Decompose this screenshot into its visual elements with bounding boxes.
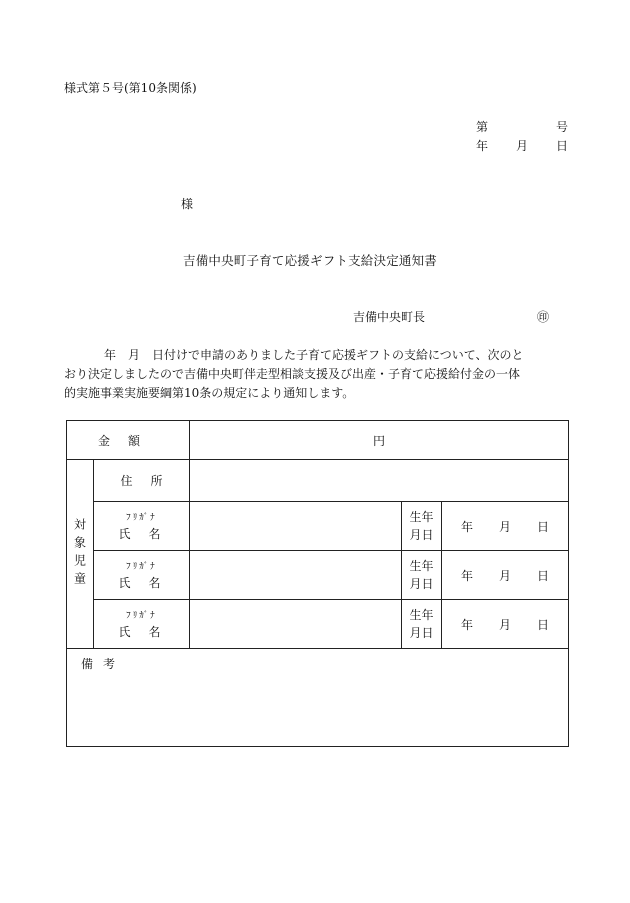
name-value-cell[interactable] [190,551,402,600]
birth-label-line1: 生年 [409,510,434,524]
document-title: 吉備中央町子育て応援ギフト支給決定通知書 [183,253,438,268]
address-label-cell [94,460,190,502]
birth-label-line1: 生年 [409,559,434,573]
birth-label-line1: 生年 [409,608,434,622]
birth-date-cell[interactable] [442,551,569,600]
birth-year: 年 [461,617,474,632]
birth-date-cell[interactable] [442,600,569,649]
furigana-label: ﾌﾘｶﾞﾅ [126,512,157,523]
target-child-label-cell [67,460,94,649]
name-label-cell [94,600,190,649]
birth-label-cell [402,551,442,600]
name-label: 氏名 [118,575,179,590]
amount-row [67,421,569,460]
issuer-name: 吉備中央町長 [353,310,426,324]
address-value-cell[interactable] [190,460,569,502]
document-date [476,137,568,154]
notice-body [64,346,572,403]
amount-label-cell [67,421,190,460]
doc-date-year: 年 [476,139,489,153]
address-row [67,460,569,502]
child-row [67,502,569,551]
remarks-row [67,649,569,747]
birth-year: 年 [461,568,474,583]
child-row [67,600,569,649]
birth-label-line2: 月日 [409,626,434,640]
seal-mark: ㊞ [537,310,550,324]
amount-value-cell[interactable] [190,421,569,460]
name-value-cell[interactable] [190,600,402,649]
amount-unit: 円 [373,433,386,448]
birth-month: 月 [499,568,512,583]
birth-day: 日 [537,568,550,583]
name-label: 氏名 [118,624,179,639]
notice-body-line: 年 月 日付けで申請のありました子育て応援ギフトの支給について、次のと [104,348,524,362]
decision-table [66,420,569,747]
amount-label: 金額 [98,433,159,448]
doc-date-month: 月 [515,139,528,153]
birth-year: 年 [461,519,474,534]
birth-day: 日 [537,519,550,534]
furigana-label: ﾌﾘｶﾞﾅ [126,561,157,572]
birth-month: 月 [499,617,512,632]
document-number [476,118,568,135]
birth-day: 日 [537,617,550,632]
name-label-cell [94,502,190,551]
name-label-cell [94,551,190,600]
birth-label-line2: 月日 [409,577,434,591]
name-label: 氏名 [118,526,179,541]
name-value-cell[interactable] [190,502,402,551]
birth-label-cell [402,502,442,551]
notice-body-line: おり決定しましたので吉備中央町伴走型相談支援及び出産・子育て応援給付金の一体 [64,367,521,381]
doc-number-go: 号 [555,120,568,134]
target-child-label: 対象児童 [72,518,87,590]
birth-date-cell[interactable] [442,502,569,551]
addressee-suffix: 様 [181,197,194,211]
birth-label-line2: 月日 [409,528,434,542]
address-label: 住所 [120,474,181,488]
child-row [67,551,569,600]
doc-date-day: 日 [555,139,568,153]
remarks-label: 備考 [81,657,126,671]
furigana-label: ﾌﾘｶﾞﾅ [126,610,157,621]
notice-body-line: 的実施事業実施要綱第10条の規定により通知します。 [64,386,355,400]
form-number-label: 様式第５号(第10条関係) [64,81,197,95]
birth-label-cell [402,600,442,649]
remarks-cell[interactable] [67,649,569,747]
doc-number-dai: 第 [476,120,489,134]
birth-month: 月 [499,519,512,534]
